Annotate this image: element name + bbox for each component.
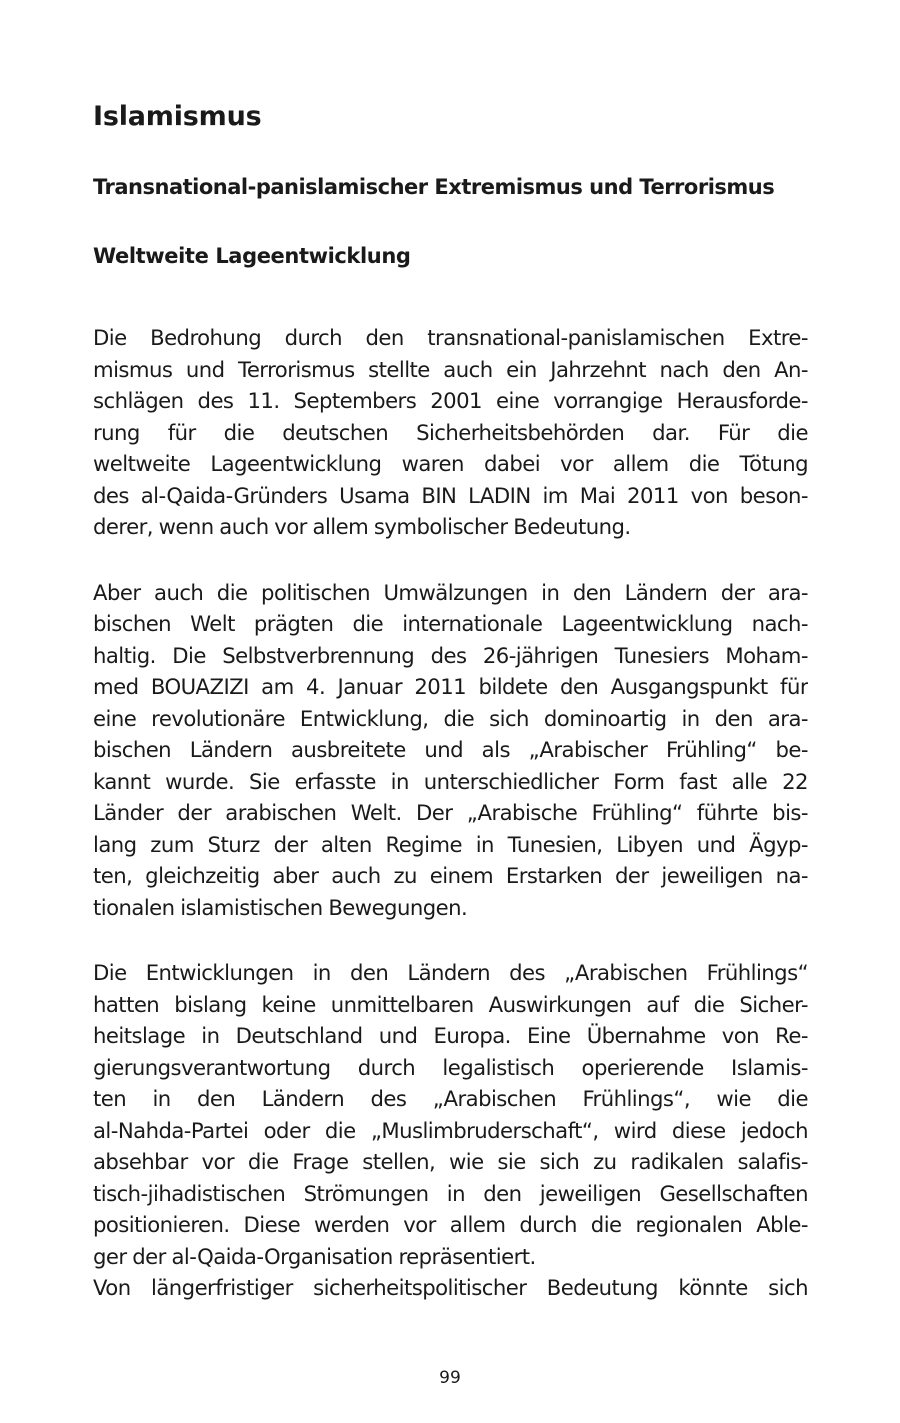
text-line: med BOUAZIZI am 4. Januar 2011 bildete den Ausgangspunkt für — [93, 674, 808, 699]
section-subtitle: Transnational-panislamischer Extremismus und Terrorismus — [93, 175, 775, 199]
section-heading: Weltweite Lageentwicklung — [93, 244, 411, 268]
text-line: positionieren. Diese werden vor allem durch die regionalen Able- — [93, 1212, 808, 1237]
text-line: haltig. Die Selbstverbrennung des 26-jährigen Tunesiers Moham- — [93, 642, 808, 668]
paragraph-1 — [93, 322, 808, 543]
paragraph-2 — [93, 577, 808, 924]
text-line: weltweite Lageentwicklung waren dabei vor allem die Tötung — [93, 451, 808, 476]
text-line: rung für die deutschen Sicherheitsbehörden dar. Für die — [93, 419, 808, 445]
text-line: tisch-jihadistischen Strömungen in den jeweiligen Gesellschaften — [93, 1180, 808, 1206]
page-number: 99 — [439, 1368, 461, 1388]
text-line: Die Bedrohung durch den transnational-panislamischen Extre- — [93, 325, 808, 350]
text-line: derer, wenn auch vor allem symbolischer Bedeutung. — [93, 514, 631, 539]
text-line: absehbar vor die Frage stellen, wie sie sich zu radikalen salafis- — [93, 1149, 808, 1174]
text-line: eine revolutionäre Entwicklung, die sich dominoartig in den ara- — [93, 705, 808, 731]
text-line: mismus und Terrorismus stellte auch ein Jahrzehnt nach den An- — [93, 356, 808, 382]
text-line: lang zum Sturz der alten Regime in Tunesien, Libyen und Ägyp- — [93, 831, 808, 857]
body-text — [93, 322, 808, 1304]
text-line: heitslage in Deutschland und Europa. Eine Übernahme von Re- — [93, 1023, 808, 1048]
text-line: Die Entwicklungen in den Ländern des „Arabischen Frühlings“ — [93, 960, 808, 985]
text-line: al-Nahda-Partei oder die „Muslimbruderschaft“, wird diese jedoch — [93, 1117, 808, 1143]
text-line: ger der al-Qaida-Organisation repräsentiert. — [93, 1243, 536, 1269]
text-line: Von längerfristiger sicherheitspolitischer Bedeutung könnte sich — [93, 1275, 808, 1300]
page-content — [93, 96, 808, 1304]
chapter-title: Islamismus — [93, 101, 262, 132]
text-line: bischen Welt prägten die internationale Lageentwicklung nach- — [93, 611, 808, 636]
text-line: kannt wurde. Sie erfasste in unterschiedlicher Form fast alle 22 — [93, 768, 808, 794]
text-line: hatten bislang keine unmittelbaren Auswirkungen auf die Sicher- — [93, 991, 808, 1017]
text-line: gierungsverantwortung durch legalistisch operierende Islamis- — [93, 1054, 808, 1080]
text-line: Länder der arabischen Welt. Der „Arabische Frühling“ führte bis- — [93, 800, 808, 825]
paragraph-4 — [93, 1272, 808, 1304]
text-line: ten in den Ländern des „Arabischen Frühlings“, wie die — [93, 1086, 808, 1111]
text-line: des al-Qaida-Gründers Usama BIN LADIN im Mai 2011 von beson- — [93, 482, 808, 508]
paragraph-3 — [93, 957, 808, 1272]
text-line: bischen Ländern ausbreitete und als „Arabischer Frühling“ be- — [93, 737, 808, 762]
text-line: tionalen islamistischen Bewegungen. — [93, 894, 468, 920]
text-line: ten, gleichzeitig aber auch zu einem Erstarken der jeweiligen na- — [93, 863, 808, 888]
text-line: schlägen des 11. Septembers 2001 eine vorrangige Herausforde- — [93, 388, 808, 413]
text-line: Aber auch die politischen Umwälzungen in den Ländern der ara- — [93, 579, 808, 605]
